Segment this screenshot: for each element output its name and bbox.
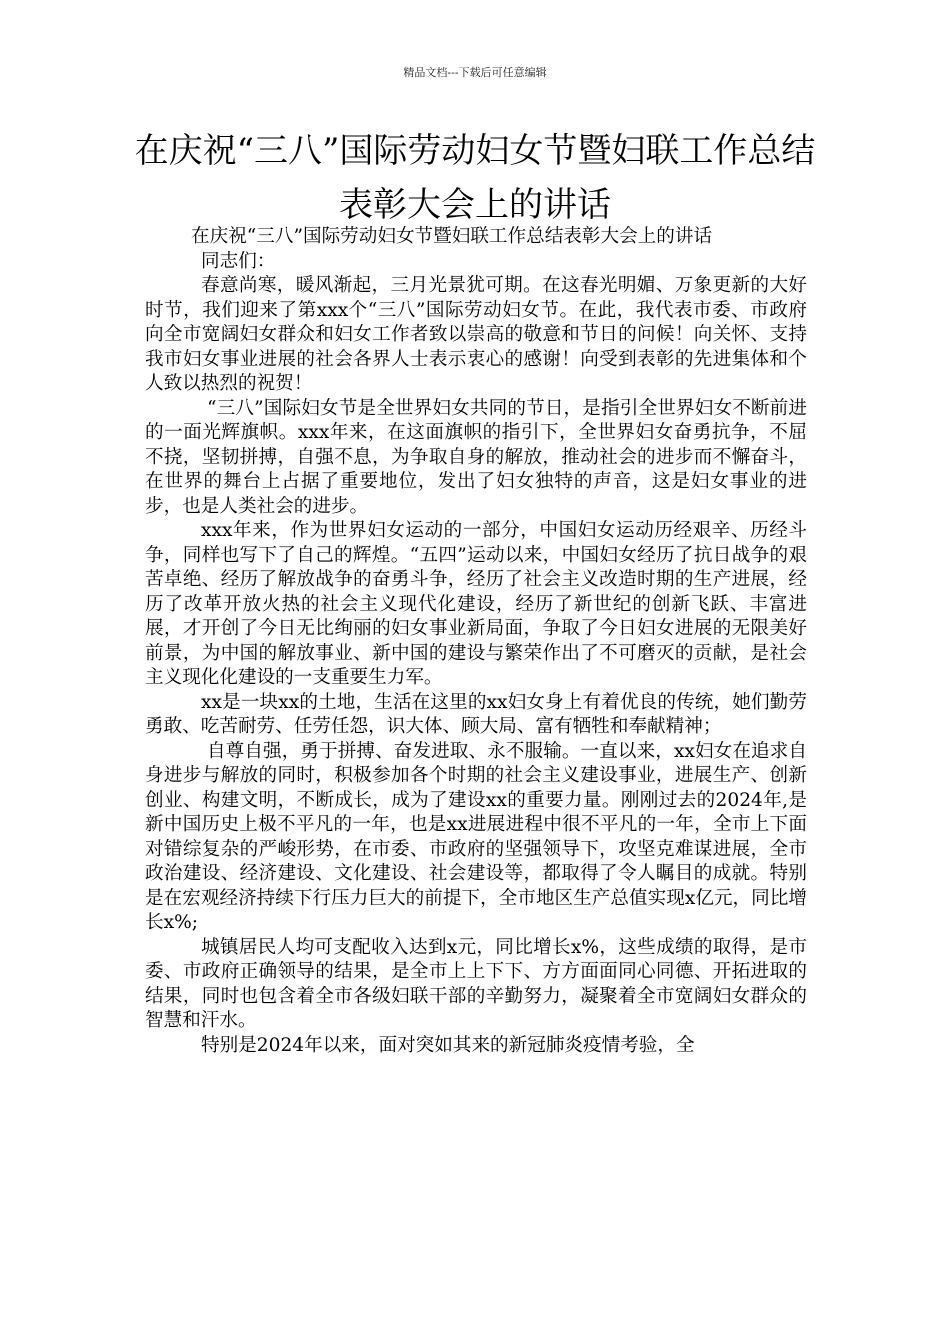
document-title: 在庆祝“三八”国际劳动妇女节暨妇联工作总结表彰大会上的讲话 (134, 131, 816, 225)
paragraph: 自尊自强，勇于拼搏、奋发进取、永不服输。一直以来，xx妇女在追求自身进步与解放的同时，积极参加各个时期的社会主义建设事业，进展生产、创新创业、构建文明，不断成长，成为了建设xx的重要力量。刚刚过去的2024年,是新中国历史上极不平凡的一年，也是xx进展进程中很不平凡的一年，全市上下面对错综复杂的严峻形势，在市委、市政府的坚强领导下，攻坚克难谋进展，全市政治建设、经济建设、文化建设、社会建设等，都取得了令人瞩目的成就。特别是在宏观经济持续下行压力巨大的前提下，全市地区生产总值实现x亿元，同比增长x%; (145, 740, 807, 933)
paragraph: “三八”国际妇女节是全世界妇女共同的节日，是指引全世界妇女不断前进的一面光辉旗帜。xxx年来，在这面旗帜的指引下，全世界妇女奋勇抗争，不屈不挠，坚韧拼搏，自强不息，为争取自身的解放，推动社会的进步而不懈奋斗，在世界的舞台上占据了重要地位，发出了妇女独特的声音，这是妇女事业的进步，也是人类社会的进步。 (145, 397, 807, 517)
paragraph: 城镇居民人均可支配收入达到x元，同比增长x%，这些成绩的取得，是市委、市政府正确领导的结果，是全市上上下下、方方面面同心同德、开拓进取的结果，同时也包含着全市各级妇联干部的辛勤努力，凝聚着全市宽阔妇女群众的智慧和汗水。 (145, 936, 807, 1031)
document-body (145, 225, 807, 1058)
page-header: 精品文档---下载后可任意编辑 (403, 66, 547, 79)
salutation: 同志们： (201, 250, 276, 272)
paragraph: xx是一块xx的土地，生活在这里的xx妇女身上有着优良的传统，她们勤劳勇敢、吃苦耐劳、任劳任怨，识大体、顾大局、富有牺牲和奉献精神； (145, 691, 807, 737)
paragraph: xxx年来，作为世界妇女运动的一部分，中国妇女运动历经艰辛、历经斗争，同样也写下了自己的辉煌。“五四”运动以来，中国妇女经历了抗日战争的艰苦卓绝、经历了解放战争的奋勇斗争，经历了社会主义改造时期的生产进展，经历了改革开放火热的社会主义现代化建设，经历了新世纪的创新飞跃、丰富进展，才开创了今日无比绚丽的妇女事业新局面，争取了今日妇女进展的无限美好前景，为中国的解放事业、新中国的建设与繁荣作出了不可磨灭的贡献，是社会主义现化化建设的一支重要生力军。 (145, 520, 807, 688)
paragraph: 特别是2024年以来，面对突如其来的新冠肺炎疫情考验，全 (201, 1034, 695, 1056)
paragraph: 春意尚寒，暖风渐起，三月光景犹可期。在这春光明媚、万象更新的大好时节，我们迎来了第xxx个“三八”国际劳动妇女节。在此，我代表市委、市政府向全市宽阔妇女群众和妇女工作者致以崇高的敬意和节日的问候！向关怀、支持我市妇女事业进展的社会各界人士表示衷心的感谢！向受到表彰的先进集体和个人致以热烈的祝贺！ (145, 275, 807, 394)
document-subtitle: 在庆祝“三八”国际劳动妇女节暨妇联工作总结表彰大会上的讲话 (191, 226, 713, 247)
